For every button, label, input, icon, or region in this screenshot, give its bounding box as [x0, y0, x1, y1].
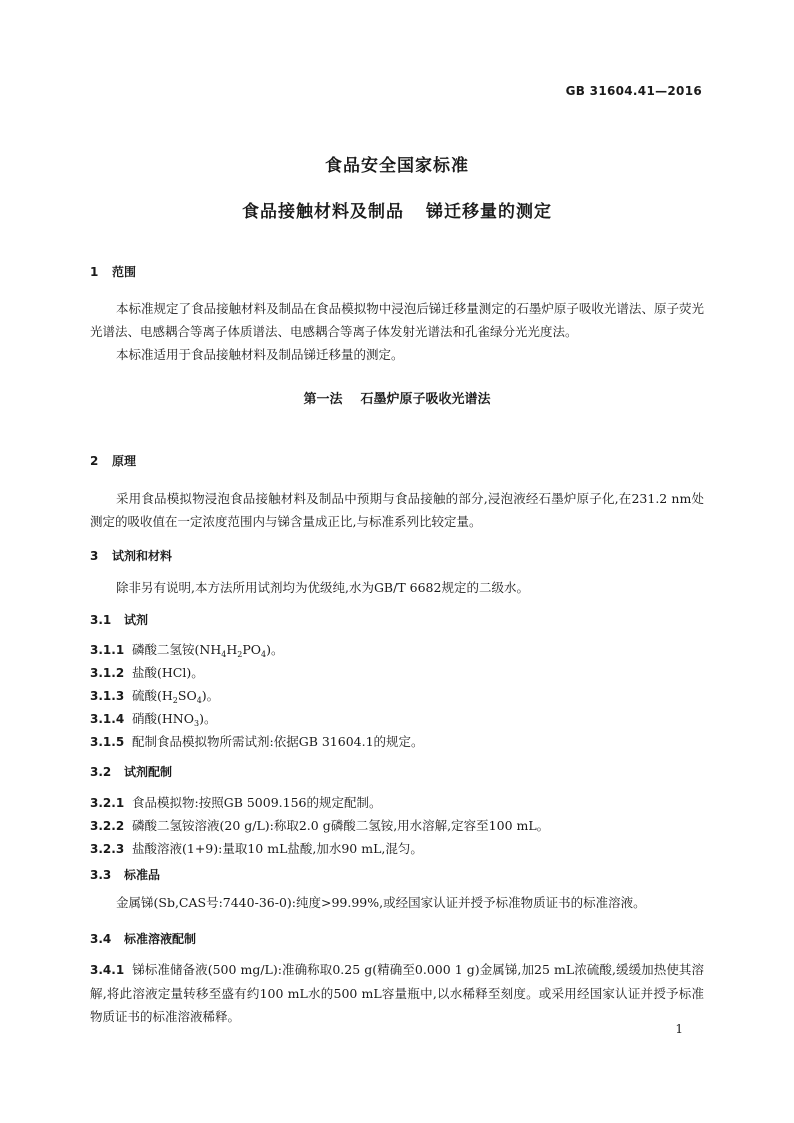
- item-3-1-5: [90, 732, 424, 750]
- item-3-1-4: [90, 709, 216, 728]
- item-text: )。: [266, 642, 284, 657]
- item-text: 盐酸溶液(1+9):量取10 mL盐酸,加水90 mL,混匀。: [132, 841, 423, 856]
- section-3-2-heading: [90, 763, 172, 780]
- subscript: 2: [172, 696, 178, 705]
- section-3-paragraph-1: 除非另有说明,本方法所用试剂均为优级纯,水为GB/T 6682规定的二级水。: [116, 580, 529, 595]
- item-text: 盐酸(HCl)。: [132, 665, 204, 680]
- section-number: 3.4: [90, 932, 112, 946]
- section-title: 原理: [112, 454, 137, 468]
- subscript: 4: [221, 650, 227, 659]
- section-2-heading: [90, 452, 136, 469]
- section-number: 3.2: [90, 765, 112, 779]
- method-title: 石墨炉原子吸收光谱法: [360, 392, 491, 407]
- section-number: 3.3: [90, 868, 112, 882]
- item-text: 配制食品模拟物所需试剂:依据GB 31604.1的规定。: [132, 734, 424, 749]
- item-text: 食品模拟物:按照GB 5009.156的规定配制。: [132, 795, 382, 810]
- item-number: 3.1.1: [90, 643, 125, 657]
- item-number: 3.4.1: [90, 963, 125, 977]
- item-3-4-1: [90, 958, 704, 1028]
- item-number: 3.1.5: [90, 735, 125, 749]
- item-text: H: [226, 642, 238, 657]
- item-number: 3.2.3: [90, 842, 125, 856]
- section-title: 标准溶液配制: [124, 932, 197, 946]
- section-title: 范围: [112, 265, 137, 279]
- item-text: SO: [177, 688, 197, 703]
- section-number: 2: [90, 454, 99, 468]
- section-1-heading: [90, 263, 136, 280]
- document-title-line1: 食品安全国家标准: [325, 156, 469, 176]
- document-title-line2: [0, 197, 794, 222]
- item-text: 硫酸(H: [132, 688, 173, 703]
- item-text: )。: [199, 711, 217, 726]
- item-number: 3.1.2: [90, 666, 125, 680]
- title-part-b: 锑迁移量的测定: [426, 202, 552, 222]
- section-number: 3.1: [90, 613, 112, 627]
- item-number: 3.1.3: [90, 689, 125, 703]
- subscript: 4: [196, 696, 202, 705]
- section-title: 试剂和材料: [112, 549, 173, 563]
- subscript: 3: [193, 719, 200, 728]
- item-3-2-1: [90, 793, 382, 811]
- item-3-2-3: [90, 839, 423, 857]
- page-number: 1: [675, 1022, 683, 1036]
- section-2-paragraph-1: 采用食品模拟物浸泡食品接触材料及制品中预期与食品接触的部分,浸泡液经石墨炉原子化,在231.2 nm处测定的吸收值在一定浓度范围内与锑含量成正比,与标准系列比较定量。: [90, 491, 704, 529]
- subscript: 4: [260, 650, 267, 659]
- item-3-1-2: [90, 663, 204, 681]
- item-text: 硝酸(HNO: [132, 711, 194, 726]
- section-1-paragraph-1: 本标准规定了食品接触材料及制品在食品模拟物中浸泡后锑迁移量测定的石墨炉原子吸收光谱法、原子荧光光谱法、电感耦合等离子体质谱法、电感耦合等离子体发射光谱法和孔雀绿分光光度法。: [90, 301, 704, 339]
- section-3-3-paragraph-1: 金属锑(Sb,CAS号:7440-36-0):纯度>99.99%,或经国家认证并授予标准物质证书的标准溶液。: [116, 895, 646, 910]
- item-3-1-1: [90, 640, 283, 659]
- section-title: 试剂配制: [124, 765, 173, 779]
- method-label: 第一法: [303, 392, 343, 407]
- title-part-a: 食品接触材料及制品: [242, 202, 404, 222]
- section-title: 试剂: [124, 613, 149, 627]
- section-3-3-heading: [90, 866, 160, 883]
- item-text: 磷酸二氢铵(NH: [132, 642, 222, 657]
- item-3-1-3: [90, 686, 219, 705]
- item-number: 3.2.1: [90, 796, 125, 810]
- item-3-2-2: [90, 816, 549, 834]
- section-1-paragraph-2: 本标准适用于食品接触材料及制品锑迁移量的测定。: [116, 347, 404, 362]
- item-text: 锑标准储备液(500 mg/L):准确称取0.25 g(精确至0.000 1 g)金属锑,加25 mL浓硫酸,缓缓加热使其溶解,将此溶液定量转移至盛有约100 mL水的500 mL容量瓶中,以水稀释至刻度。或采用经国家认证并授予标准物质证书的标准溶液稀释。: [90, 962, 704, 1024]
- standard-number: GB 31604.41—2016: [565, 84, 702, 98]
- section-number: 1: [90, 265, 99, 279]
- section-title: 标准品: [124, 868, 161, 882]
- section-3-1-heading: [90, 611, 148, 628]
- section-number: 3: [90, 549, 99, 563]
- item-text: 磷酸二氢铵溶液(20 g/L):称取2.0 g磷酸二氢铵,用水溶解,定容至100 mL。: [132, 818, 550, 833]
- item-text: PO: [242, 642, 261, 657]
- item-number: 3.2.2: [90, 819, 125, 833]
- item-text: )。: [201, 688, 220, 703]
- item-number: 3.1.4: [90, 712, 125, 726]
- section-3-heading: [90, 547, 172, 564]
- section-3-4-heading: [90, 930, 196, 947]
- subscript: 2: [237, 650, 243, 659]
- method-1-heading: [0, 388, 794, 407]
